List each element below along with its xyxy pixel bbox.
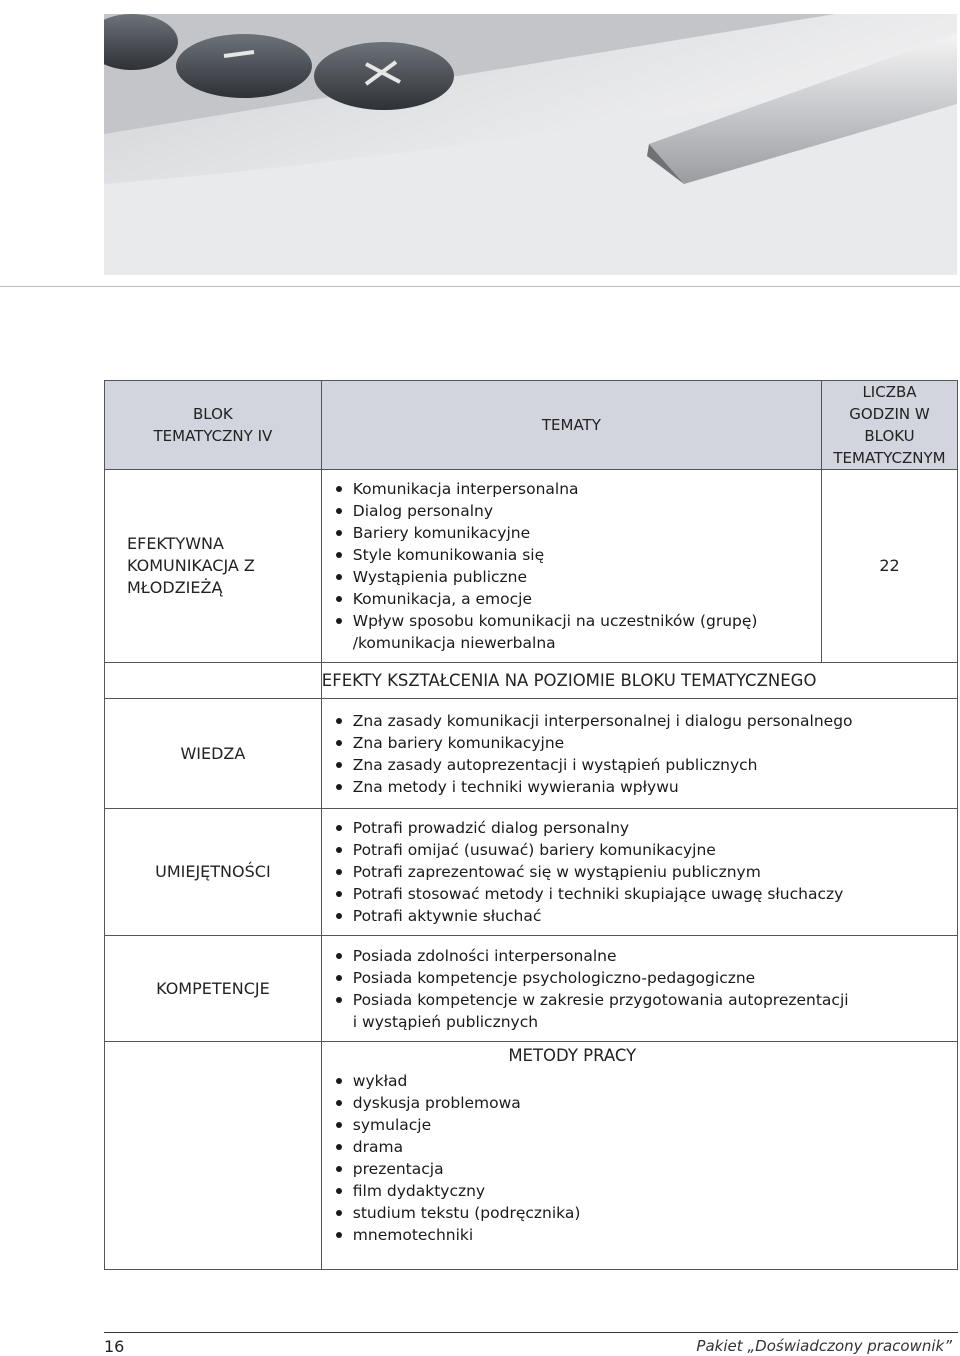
topics-cell — [321, 470, 821, 663]
list-item: Zna bariery komunikacyjne — [353, 732, 957, 754]
kompetencje-row — [105, 936, 958, 1042]
kompetencje-label: KOMPETENCJE — [105, 936, 322, 1042]
umiejetnosci-list — [322, 817, 957, 927]
list-item: symulacje — [353, 1114, 957, 1136]
block-row — [105, 470, 958, 663]
list-item: dyskusja problemowa — [353, 1092, 957, 1114]
list-item: Wystąpienia publiczne — [353, 566, 821, 588]
umiejetnosci-row — [105, 809, 958, 936]
header-blok: BLOK TEMATYCZNY IV — [105, 381, 322, 470]
list-item: Zna zasady komunikacji interpersonalnej i dialogu personalnego — [353, 710, 957, 732]
list-item: Potrafi zaprezentować się w wystąpieniu publicznym — [353, 861, 957, 883]
list-item: Posiada kompetencje w zakresie przygotowania autoprezentacji i wystąpień publicznych — [353, 989, 957, 1033]
list-item: Style komunikowania się — [353, 544, 821, 566]
kompetencje-list — [322, 945, 957, 1033]
list-item: Posiada kompetencje psychologiczno-pedagogiczne — [353, 967, 957, 989]
list-item: Komunikacja, a emocje — [353, 588, 821, 610]
topics-list — [322, 478, 821, 654]
metody-row — [105, 1042, 958, 1270]
hero-photo-calculator-pen — [104, 14, 957, 275]
page-number: 16 — [104, 1337, 125, 1356]
metody-cell — [321, 1042, 957, 1270]
metody-list — [322, 1070, 957, 1246]
list-item: Wpływ sposobu komunikacji na uczestników (grupę) /komunikacja niewerbalna — [353, 610, 821, 654]
footer-divider — [104, 1332, 958, 1333]
efekty-title-row — [105, 663, 958, 699]
list-item: prezentacja — [353, 1158, 957, 1180]
list-item: Zna zasady autoprezentacji i wystąpień publicznych — [353, 754, 957, 776]
footer-title: Pakiet „Doświadczony pracownik” — [696, 1337, 952, 1355]
header-tematy: TEMATY — [321, 381, 821, 470]
list-item: mnemotechniki — [353, 1224, 957, 1246]
list-item: studium tekstu (podręcznika) — [353, 1202, 957, 1224]
list-item: drama — [353, 1136, 957, 1158]
list-item: Bariery komunikacyjne — [353, 522, 821, 544]
hours-value: 22 — [822, 470, 958, 663]
empty-cell — [105, 663, 322, 699]
umiejetnosci-cell — [321, 809, 957, 936]
list-item: Potrafi omijać (usuwać) bariery komunikacyjne — [353, 839, 957, 861]
kompetencje-cell — [321, 936, 957, 1042]
list-item: Dialog personalny — [353, 500, 821, 522]
wiedza-list — [322, 710, 957, 798]
block-title: EFEKTYWNA KOMUNIKACJA Z MŁODZIEŻĄ — [105, 470, 322, 663]
wiedza-cell — [321, 699, 957, 809]
list-item: Posiada zdolności interpersonalne — [353, 945, 957, 967]
empty-cell — [105, 1042, 322, 1270]
hero-divider — [0, 286, 960, 287]
metody-title: METODY PRACY — [508, 1046, 637, 1065]
curriculum-table — [104, 380, 958, 1270]
umiejetnosci-label: UMIEJĘTNOŚCI — [105, 809, 322, 936]
table-header-row — [105, 381, 958, 470]
wiedza-label: WIEDZA — [105, 699, 322, 809]
header-liczba-godzin: LICZBA GODZIN W BLOKU TEMATYCZNYM — [822, 381, 958, 470]
list-item: Potrafi prowadzić dialog personalny — [353, 817, 957, 839]
list-item: Potrafi stosować metody i techniki skupiające uwagę słuchaczy — [353, 883, 957, 905]
calculator-key-icon — [314, 42, 454, 110]
list-item: Komunikacja interpersonalna — [353, 478, 821, 500]
wiedza-row — [105, 699, 958, 809]
calculator-key-icon — [176, 34, 312, 98]
list-item: Potrafi aktywnie słuchać — [353, 905, 957, 927]
hero-illustration — [104, 14, 957, 275]
list-item: Zna metody i techniki wywierania wpływu — [353, 776, 957, 798]
efekty-title: EFEKTY KSZTAŁCENIA NA POZIOMIE BLOKU TEMATYCZNEGO — [321, 663, 957, 699]
list-item: wykład — [353, 1070, 957, 1092]
list-item: film dydaktyczny — [353, 1180, 957, 1202]
